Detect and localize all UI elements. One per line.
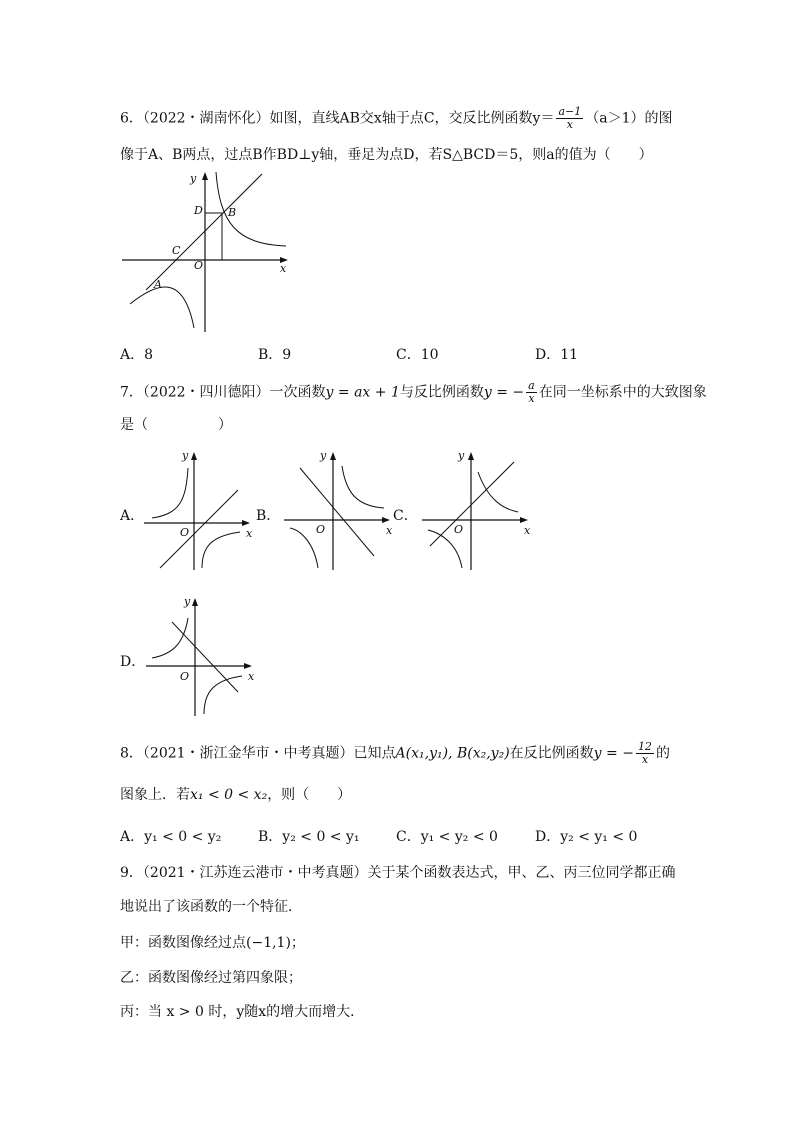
q9-jia: 甲：函数图像经过点(−1,1)；: [120, 935, 305, 951]
q8-option-d[interactable]: D．y₂ < y₁ < 0: [535, 829, 638, 845]
q6-line1: 6．（2022・湖南怀化）如图，直线AB交x轴于点C，交反比例函数y＝ $\frac{a-1}{x}$ （a＞1）的图: [120, 105, 673, 131]
q9-bing: 丙：当 x > 0 时，y随x的增大而增大．: [120, 1004, 365, 1020]
svg-text:x: x: [280, 262, 287, 275]
q9-yi: 乙：函数图像经过第四象限；: [120, 970, 302, 986]
q7-line1: 7．（2022・四川德阳）一次函数y = ax + 1与反比例函数y = − $\frac{a}{x}$ 在同一坐标系中的大致图象: [120, 379, 707, 405]
q7-graph-c: [418, 450, 533, 575]
q7-graph-b: [280, 450, 395, 575]
q8-line1: 8．（2021・浙江金华市・中考真题）已知点A(x₁,y₁), B(x₂,y₂)在反比例函数y = − $\frac{12}{x}$ 的: [120, 740, 670, 766]
q6-option-b[interactable]: B．9: [258, 347, 292, 363]
q6-option-c[interactable]: C．10: [396, 347, 439, 363]
svg-text:C: C: [172, 244, 181, 257]
q8-option-a[interactable]: A．y₁ < 0 < y₂: [120, 829, 222, 845]
svg-text:O: O: [180, 670, 190, 683]
q8-option-b[interactable]: B．y₂ < 0 < y₁: [258, 829, 360, 845]
q6-fraction: $\frac{a-1}{x}$: [558, 105, 582, 131]
q7-option-b[interactable]: B．: [256, 508, 281, 524]
svg-text:D: D: [194, 204, 203, 217]
svg-text:y: y: [182, 449, 189, 462]
svg-text:x: x: [524, 524, 531, 537]
svg-text:x: x: [248, 670, 255, 683]
svg-text:y: y: [190, 172, 197, 185]
svg-text:y: y: [184, 595, 191, 608]
svg-text:B: B: [228, 206, 237, 219]
svg-text:O: O: [180, 526, 190, 539]
q8-line2: 图象上．若x₁ < 0 < x₂，则（ ）: [120, 787, 352, 803]
svg-text:y: y: [458, 449, 465, 462]
svg-text:x: x: [246, 527, 253, 540]
svg-text:y: y: [320, 449, 327, 462]
q6-option-a[interactable]: A．8: [120, 347, 154, 363]
q6-option-d[interactable]: D．11: [535, 347, 579, 363]
svg-text:O: O: [194, 259, 204, 272]
q7-option-a[interactable]: A．: [120, 508, 145, 524]
svg-text:x: x: [386, 524, 393, 537]
q7-graph-d: [142, 596, 257, 721]
q7-option-d[interactable]: D．: [120, 654, 146, 670]
svg-text:O: O: [454, 523, 464, 536]
q9-line2: 地说出了该函数的一个特征．: [120, 899, 302, 915]
q9-line1: 9．（2021・江苏连云港市・中考真题）关于某个函数表达式，甲、乙、丙三位同学都正确: [120, 865, 676, 881]
svg-text:A: A: [154, 278, 162, 291]
q7-line2: 是（ ）: [120, 417, 232, 433]
svg-text:O: O: [316, 523, 326, 536]
q7-option-c[interactable]: C．: [393, 508, 418, 524]
q7-graph-a: [140, 450, 255, 575]
q6-line2: 像于A、B两点，过点B作BD⊥y轴，垂足为点D，若S△BCD＝5，则a的值为（ ）: [120, 147, 653, 163]
q8-option-c[interactable]: C．y₁ < y₂ < 0: [396, 829, 498, 845]
q6-figure: [118, 168, 293, 336]
